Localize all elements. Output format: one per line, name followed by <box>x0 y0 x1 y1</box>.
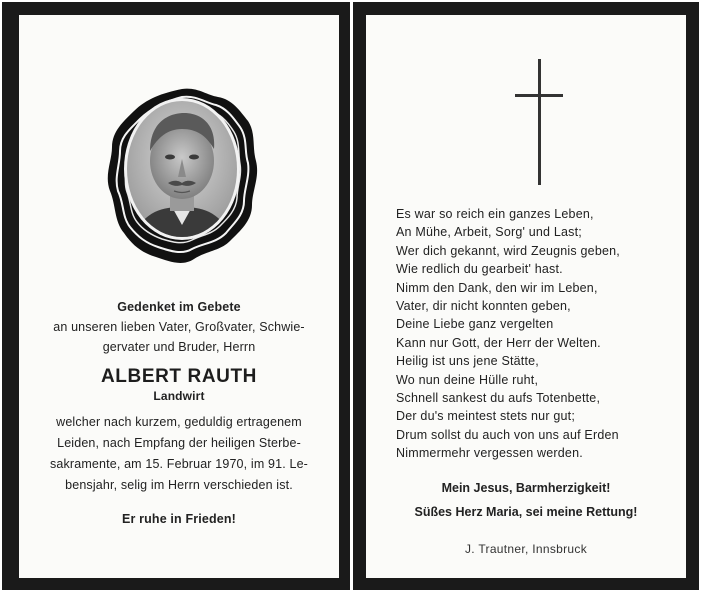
cross-icon-bar <box>515 94 563 97</box>
deceased-name: ALBERT RAUTH <box>100 366 258 387</box>
poem-line: Wie redlich du gearbeit' hast. <box>396 262 563 277</box>
body-line: welcher nach kurzem, geduldig ertragenem <box>56 415 302 429</box>
poem-line: Vater, dir nicht konnten geben, <box>396 299 571 314</box>
body-line: bensjahr, selig im Herrn verschieden ist. <box>65 478 293 492</box>
poem-line: Kann nur Gott, der Herr der Welten. <box>396 335 601 350</box>
poem-line: An Mühe, Arbeit, Sorg' und Last; <box>396 225 582 240</box>
occupation: Landwirt <box>153 389 205 403</box>
memorial-card-left <box>2 2 350 590</box>
memorial-heading: Gedenket im Gebete <box>117 300 241 314</box>
poem-line: Deine Liebe ganz vergelten <box>396 317 554 332</box>
printer-credit: J. Trautner, Innsbruck <box>465 542 587 556</box>
cross-icon <box>538 59 541 185</box>
poem-line: Heilig ist uns jene Stätte, <box>396 354 539 369</box>
body-line: Leiden, nach Empfang der heiligen Sterbe- <box>57 436 301 450</box>
prayer-line: Mein Jesus, Barmherzigkeit! <box>441 481 611 495</box>
poem-line: Nimm den Dank, den wir im Leben, <box>396 280 598 295</box>
poem-line: Wo nun deine Hülle ruht, <box>396 372 539 387</box>
intro-line: an unseren lieben Vater, Großvater, Schwie- <box>53 320 305 334</box>
memorial-card-right <box>353 2 699 590</box>
closing-blessing: Er ruhe in Frieden! <box>122 512 236 526</box>
poem-line: Der du's meintest stets nur gut; <box>396 409 576 424</box>
poem-line: Schnell sankest du aufs Totenbette, <box>396 391 601 406</box>
left-card-paper <box>19 15 339 578</box>
intro-line: gervater und Bruder, Herrn <box>102 340 256 354</box>
portrait-frame <box>102 83 262 269</box>
poem-line: Es war so reich ein ganzes Leben, <box>396 207 594 221</box>
portrait-image <box>102 83 262 269</box>
memorial-poem <box>396 205 620 463</box>
poem-line: Nimmermehr vergessen werden. <box>396 446 583 461</box>
body-line: sakramente, am 15. Februar 1970, im 91. Le- <box>50 457 308 471</box>
right-card-paper <box>366 15 686 578</box>
poem-line: Drum sollst du auch von uns auf Erden <box>396 427 619 442</box>
prayer-line: Süßes Herz Maria, sei meine Rettung! <box>414 505 638 519</box>
poem-line: Wer dich gekannt, wird Zeugnis geben, <box>396 243 620 258</box>
